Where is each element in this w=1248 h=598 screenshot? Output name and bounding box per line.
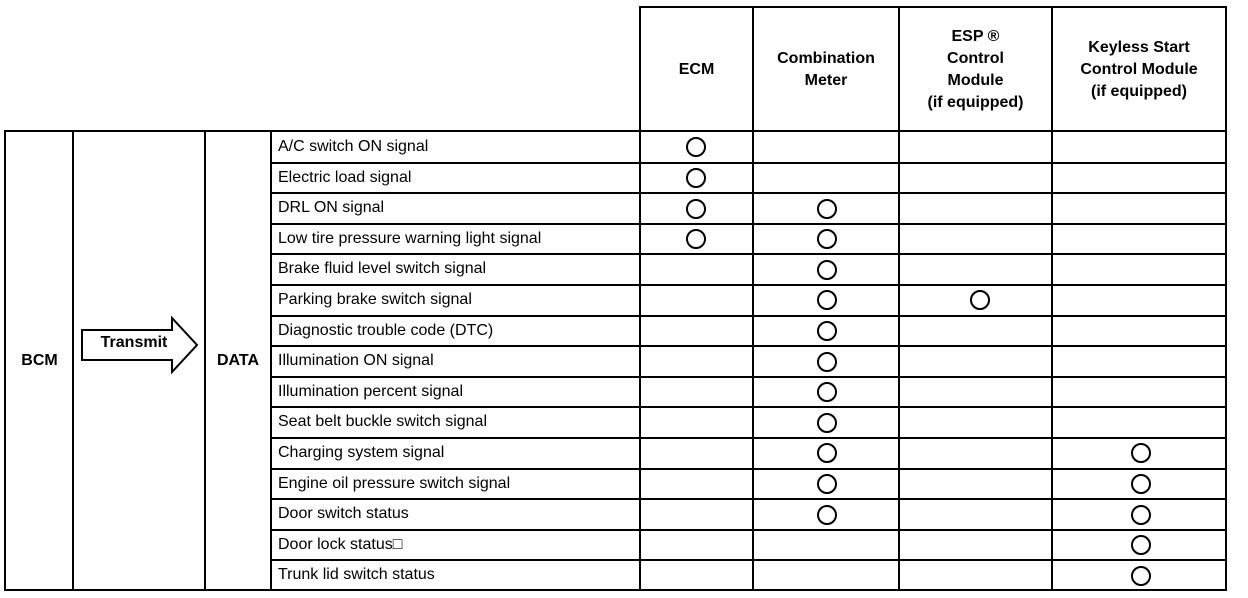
body-top-border xyxy=(4,130,1227,132)
circle-mark-icon xyxy=(1131,566,1151,586)
signal-label: A/C switch ON signal xyxy=(278,137,429,155)
meter-column-divider xyxy=(898,6,900,591)
signal-label: Illumination ON signal xyxy=(278,351,434,369)
circle-mark-icon xyxy=(1131,443,1151,463)
signal-label: Low tire pressure warning light signal xyxy=(278,229,542,247)
row-divider xyxy=(271,162,1226,164)
signal-label: Diagnostic trouble code (DTC) xyxy=(278,321,494,339)
signal-label: Seat belt buckle switch signal xyxy=(278,412,487,430)
row-divider xyxy=(271,498,1226,500)
signal-label: Trunk lid switch status xyxy=(278,565,435,583)
header-keyless-start-control-module: Keyless Start Control Module (if equipped) xyxy=(1080,38,1198,100)
circle-mark-icon xyxy=(1131,505,1151,525)
circle-mark-icon xyxy=(817,290,837,310)
signal-label: Charging system signal xyxy=(278,443,445,461)
circle-mark-icon xyxy=(686,137,706,157)
circle-mark-icon xyxy=(1131,474,1151,494)
circle-mark-icon xyxy=(970,290,990,310)
row-divider xyxy=(271,192,1226,194)
circle-mark-icon xyxy=(1131,535,1151,555)
signal-column-divider xyxy=(639,6,641,591)
circle-mark-icon xyxy=(686,229,706,249)
signal-label: Door switch status xyxy=(278,504,409,522)
signal-label: DRL ON signal xyxy=(278,198,385,216)
header-combination-meter: Combination Meter xyxy=(777,49,875,89)
esp-column-divider xyxy=(1051,6,1053,591)
signal-label: Engine oil pressure switch signal xyxy=(278,474,511,492)
circle-mark-icon xyxy=(817,413,837,433)
circle-mark-icon xyxy=(817,382,837,402)
circle-mark-icon xyxy=(817,321,837,341)
ecm-column-divider xyxy=(752,6,754,591)
transmit-column-divider xyxy=(204,130,206,591)
circle-mark-icon xyxy=(817,199,837,219)
circle-mark-icon xyxy=(686,199,706,219)
circle-mark-icon xyxy=(686,168,706,188)
header-top-border xyxy=(640,6,1227,8)
table-left-border xyxy=(4,130,6,591)
signal-label: Illumination percent signal xyxy=(278,382,463,400)
signal-label: Electric load signal xyxy=(278,168,412,186)
table-bottom-border xyxy=(4,589,1227,591)
circle-mark-icon xyxy=(817,229,837,249)
circle-mark-icon xyxy=(817,474,837,494)
data-column-divider xyxy=(270,130,272,591)
circle-mark-icon xyxy=(817,443,837,463)
row-divider xyxy=(271,529,1226,531)
source-bcm: BCM xyxy=(21,351,58,369)
signal-label: Parking brake switch signal xyxy=(278,290,472,308)
data-label: DATA xyxy=(216,351,260,369)
header-ecm: ECM xyxy=(678,60,715,78)
circle-mark-icon xyxy=(817,505,837,525)
header-esp-control-module: ESP ® Control Module (if equipped) xyxy=(927,27,1024,111)
circle-mark-icon xyxy=(817,260,837,280)
signal-label: Door lock status□ xyxy=(278,535,403,553)
bcm-column-divider xyxy=(72,130,74,591)
signal-label: Brake fluid level switch signal xyxy=(278,259,487,277)
transmit-label: Transmit xyxy=(100,334,168,351)
circle-mark-icon xyxy=(817,352,837,372)
table-right-border xyxy=(1225,6,1227,591)
